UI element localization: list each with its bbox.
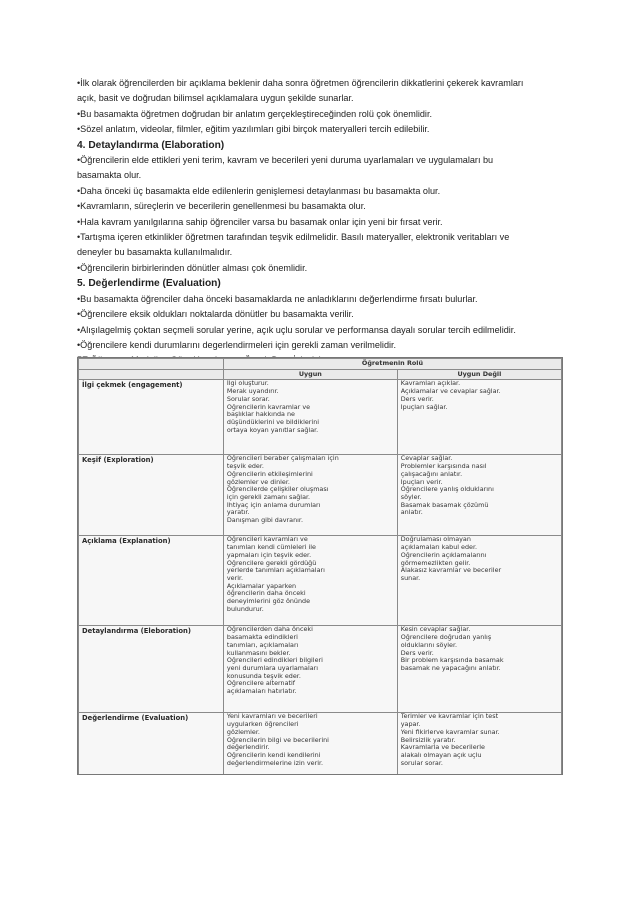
cell-line: söyler. [400,493,422,501]
cell-line: yaratır. [226,509,250,517]
cell-line: İpuçları verir. [400,478,443,486]
paragraph: •Daha önceki üç basamakta elde edilenlerin genişlemesi detaylanması bu basamakta olur. [77,185,441,196]
column-header-uygun-degil: Uygun Değil [397,369,561,380]
cell-line: görmemezlikten gelir. [400,559,471,567]
cell-line: Öğrencilere yanlış olduklarını [400,486,494,494]
paragraph: basamakta olur. [77,170,142,181]
cell-line: Sorular sorar. [226,395,270,403]
cell-uygun [223,713,397,775]
cell-line: Öğrencilerin kavramlar ve [226,403,311,411]
cell-line: Basamak basamak çözümü [400,501,489,509]
cell-line: Öğrencileri kavramları ve [226,536,308,544]
cell-line: tanımları, açıklamaları [226,641,299,649]
stage-name: İlgi çekmek (engagement) [79,380,224,455]
cell-uygun [223,455,397,536]
cell-uygun [223,626,397,713]
cell-line: bulundurur. [226,605,264,613]
cell-line: Öğrencilere doğrudan yanlış [400,634,492,642]
cell-line: düşündüklerini ve bildiklerini [226,418,320,426]
paragraph: •Tartışma içeren etkinlikler öğretmen tarafından teşvik edilmelidir. Basılı materyaller, elektronik veritabları ve [77,232,510,243]
cell-line: Belirsizlik yaratır. [400,736,456,744]
cell-line: İhtiyaç için anlama durumları [226,501,321,509]
table-row [79,455,562,536]
cell-uygun-degil [397,626,561,713]
cell-line: Doğrulaması olmayan [400,536,471,544]
cell-uygun-degil [397,380,561,455]
cell-line: değerlendirmelerine izin verir. [226,759,324,767]
cell-line: Yeni kavramları ve becerileri [226,713,318,721]
cell-line: yapar. [400,721,421,729]
cell-line: teşvik eder. [226,463,264,471]
table-corner-cell [79,359,224,370]
paragraph: •Kavramların, süreçlerin ve becerilerin genellenmesi bu basamakta olur. [77,201,366,212]
cell-line: Öğrencilerin bilgi ve becerilerini [226,736,329,744]
document-body [77,76,567,369]
cell-line: Terimler ve kavramlar için test [400,713,499,721]
cell-line: Öğrencilerde çelişkiler oluşması [226,486,329,494]
cell-line: Açıklamalar ve cevaplar sağlar. [400,388,501,396]
table-row [79,536,562,626]
paragraph: •Bu basamakta öğrenciler daha önceki basamaklarda ne anladıklarını değerlendirme fırsatı bulurlar. [77,293,478,304]
cell-uygun-degil [397,536,561,626]
cell-line: Öğrencilerin kendi kendilerini [226,751,321,759]
paragraph: deneyler bu basamakta kullanılmalıdır. [77,247,233,258]
cell-line: çalışacağını anlatır. [400,470,463,478]
cell-line: Alakasız kavramlar ve beceriler [400,567,502,575]
cell-line: anlatır. [400,509,423,517]
paragraph: •Bu basamakta öğretmen doğrudan bir anlatım gerçekleştireceğinden rolü çok önemlidir. [77,108,433,119]
lesson-table [78,358,562,775]
paragraph: •Alışılagelmiş çoktan seçmeli sorular yerine, açık uçlu sorular ve performansa dayalı sorular tercih edilmelidir. [77,324,516,335]
cell-line: İlgi oluşturur. [226,380,269,388]
cell-line: olduklarını söyler. [400,641,458,649]
cell-line: yeni durumlara uyarlamaları [226,664,319,672]
cell-line: başlıklar hakkında ne [226,411,295,419]
cell-line: konusunda teşvik eder. [226,672,301,680]
column-header-uygun: Uygun [223,369,397,380]
stage-name: Değerlendirme (Evaluation) [79,713,224,775]
stage-name: Detaylandırma (Eleboration) [79,626,224,713]
cell-line: Merak uyandırır. [226,388,279,396]
cell-line: sunar. [400,574,421,582]
paragraph: açık, basit ve doğrudan bilimsel açıklamalara uygun şekilde sunarlar. [77,93,354,104]
table-title: Öğretmenin Rolü [223,359,561,370]
cell-line: verir. [226,574,244,582]
lesson-table-image [77,357,563,775]
cell-line: basamakta edindikleri [226,634,298,642]
paragraph: •Hala kavram yanılgılarına sahip öğrenciler varsa bu basamak onlar için yeni bir fırsat verir. [77,216,443,227]
cell-line: kullanmasını bekler. [226,649,291,657]
cell-line: Öğrencilerden daha önceki [226,626,313,634]
cell-line: Kavramları açıklar. [400,380,461,388]
cell-line: Yeni fikirlerve kavramlar sunar. [400,728,500,736]
cell-line: gözlemler. [226,728,260,736]
cell-line: Bir problem karşısında basamak [400,657,504,665]
cell-line: Kavramlarla ve becerilerle [400,744,485,752]
cell-line: Öğrencilere alternatif [226,680,296,688]
paragraph: •Öğrencilere kendi durumlarını degerlendirmeleri için gerekli zaman verilmelidir. [77,339,397,350]
cell-line: yerlerde tanımları açıklamaları [226,567,325,575]
cell-line: Açıklamalar yaparken [226,582,297,590]
cell-line: İpuçları sağlar. [400,403,448,411]
table-row [79,380,562,455]
cell-line: Öğrencilere gerekli gördüğü [226,559,317,567]
cell-line: gözlemler ve dinler. [226,478,290,486]
cell-line: Problemler karşısında nasıl [400,463,487,471]
cell-line: Cevaplar sağlar. [400,455,453,463]
cell-line: deneyimlerini göz önünde [226,598,311,606]
table-row [79,626,562,713]
cell-line: açıklamaları hatırlatır. [226,688,297,696]
cell-line: ortaya koyan yanıtlar sağlar. [226,426,319,434]
table-corner-cell [79,369,224,380]
cell-line: uygularken öğrencileri [226,721,299,729]
section-heading-elaboration: 4. Detaylandırma (Elaboration) [77,139,225,151]
paragraph: •Öğrencilerin elde ettikleri yeni terim, kavram ve becerileri yeni duruma uyarlamaları ve uygulamaları bu [77,155,494,166]
cell-line: Öğrencileri edindikleri bilgileri [226,657,323,665]
cell-line: için gerekli zamanı sağlar. [226,493,311,501]
cell-uygun [223,536,397,626]
cell-uygun-degil [397,455,561,536]
cell-line: alakalı olmayan açık uçlu [400,751,482,759]
cell-line: Öğrencileri beraber çalışmaları için [226,455,339,463]
stage-name: Açıklama (Explanation) [79,536,224,626]
paragraph: •Öğrencilerin birbirlerinden dönütler alması çok önemlidir. [77,262,308,273]
cell-line: Öğrencilerin açıklamalarını [400,551,487,559]
table-row [79,713,562,775]
section-heading-evaluation: 5. Değerlendirme (Evaluation) [77,278,221,290]
cell-line: yapmaları için teşvik eder. [226,551,312,559]
cell-line: Ders verir. [400,395,434,403]
cell-line: tanımları kendi cümleleri ile [226,544,316,552]
paragraph: •İlk olarak öğrencilerden bir açıklama beklenir daha sonra öğretmen öğrencilerin dikkatlerini çekerek kavramları [77,78,524,88]
cell-uygun-degil [397,713,561,775]
cell-line: basamak ne yapacağını anlatır. [400,664,501,672]
cell-line: Kesin cevaplar sağlar. [400,626,471,634]
cell-line: değerlendirir. [226,744,270,752]
cell-uygun [223,380,397,455]
cell-line: Ders verir. [400,649,434,657]
paragraph: •Sözel anlatım, videolar, filmler, eğitim yazılımları gibi birçok materyalleri tercih edilebilir. [77,124,430,135]
cell-line: sorular sorar. [400,759,443,767]
cell-line: öğrencilerin daha önceki [226,590,306,598]
cell-line: açıklamaları kabul eder. [400,544,478,552]
cell-line: Öğrencilerin etkileşimlerini [226,470,313,478]
cell-line: Danışman gibi davranır. [226,517,303,525]
paragraph: •Öğrencilere eksik oldukları noktalarda dönütler bu basamakta verilir. [77,309,354,320]
stage-name: Keşif (Exploration) [79,455,224,536]
